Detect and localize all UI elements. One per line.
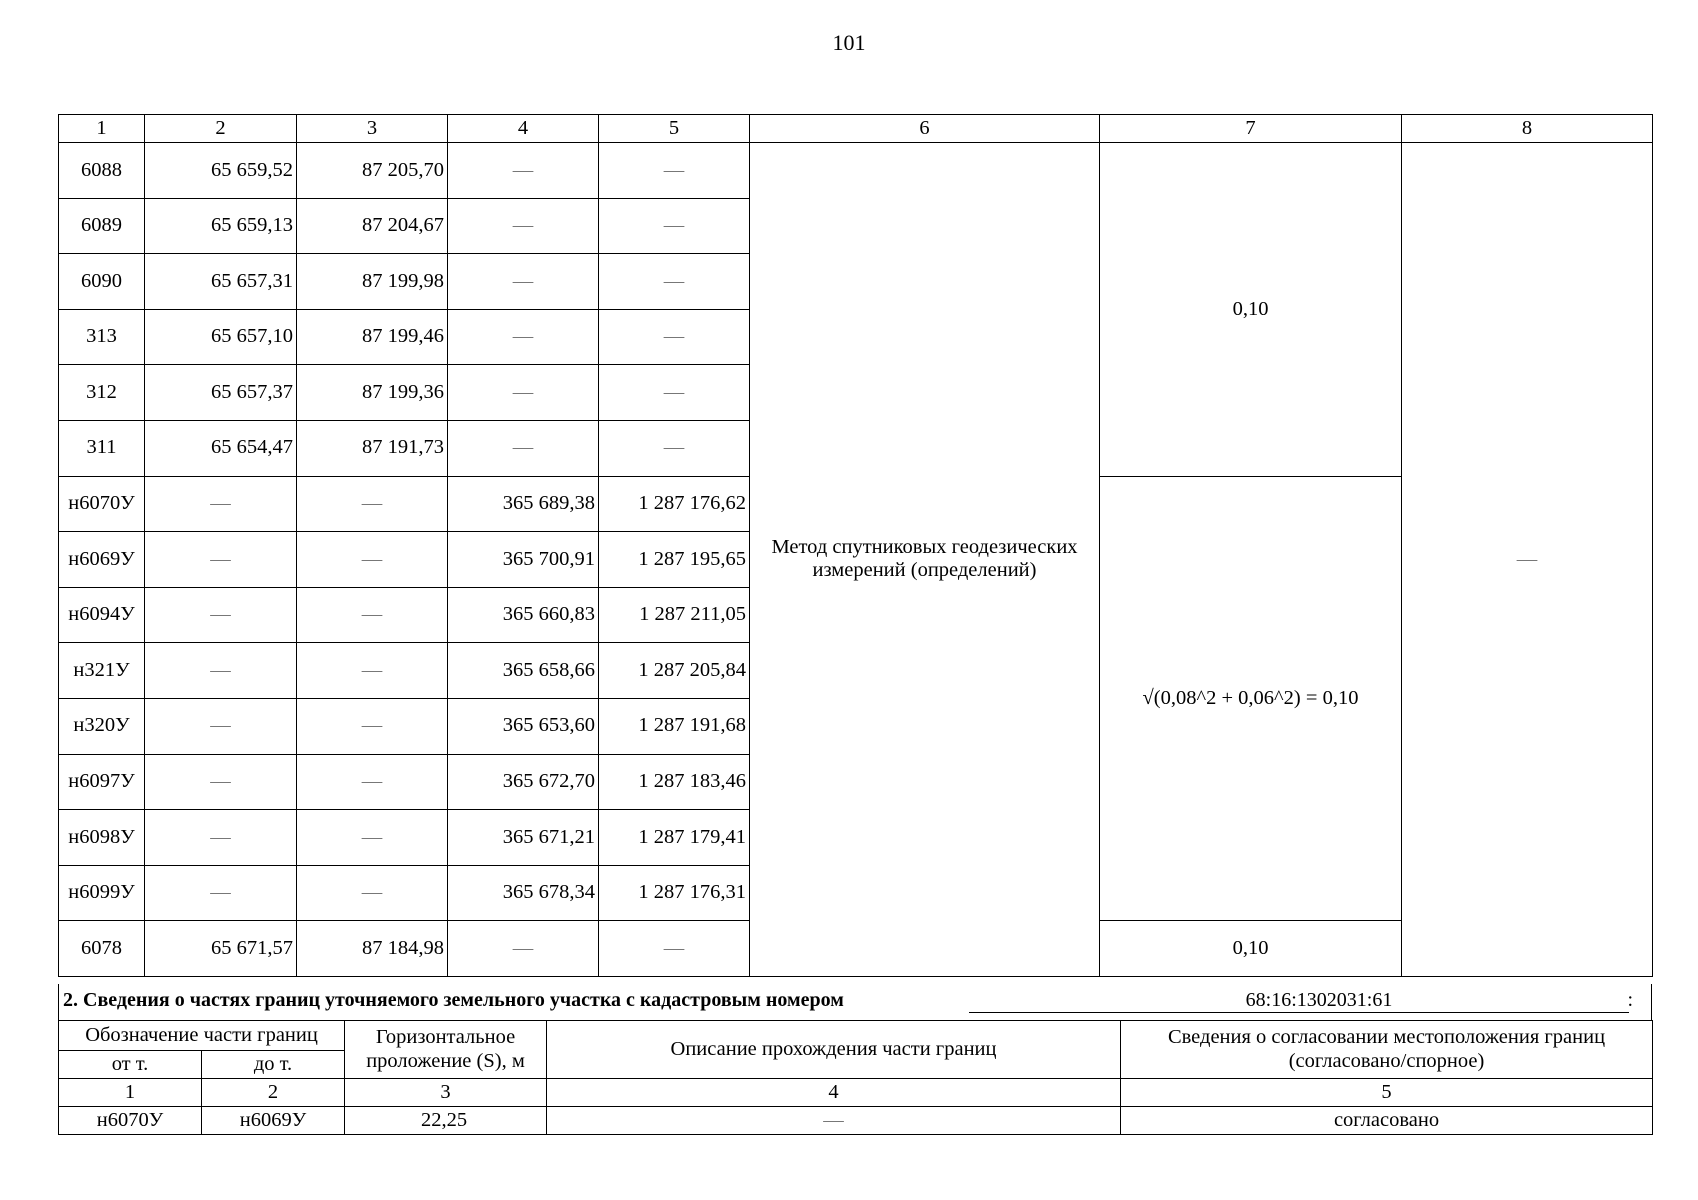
coord-y-new: 1 287 176,31 xyxy=(599,865,750,921)
col-number-4: 4 xyxy=(448,115,599,143)
section2-title: 2. Сведения о частях границ уточняемого земельного участка с кадастровым номером xyxy=(63,989,844,1011)
coord-x-new: 365 658,66 xyxy=(448,643,599,699)
coord-y: 87 204,67 xyxy=(297,198,448,254)
coord-x: — xyxy=(145,476,297,532)
coord-x: 65 659,52 xyxy=(145,143,297,199)
coord-x: — xyxy=(145,810,297,866)
part-to-point: н6069У xyxy=(202,1107,345,1135)
table-row xyxy=(59,143,1653,199)
parts-header-row xyxy=(59,1021,1653,1051)
part-agreement: согласовано xyxy=(1121,1107,1653,1135)
coord-x-new: — xyxy=(448,309,599,365)
coord-y: 87 184,98 xyxy=(297,921,448,977)
coord-x: 65 657,10 xyxy=(145,309,297,365)
section2-colon: : xyxy=(1627,989,1633,1011)
cadastral-number-underline xyxy=(969,1012,1629,1013)
parts-column-number-row xyxy=(59,1079,1653,1107)
coord-y: — xyxy=(297,754,448,810)
cadastral-number: 68:16:1302031:61 xyxy=(1245,989,1393,1011)
col-number-8: 8 xyxy=(1402,115,1653,143)
coord-y-new: 1 287 176,62 xyxy=(599,476,750,532)
accuracy-top: 0,10 xyxy=(1100,143,1402,477)
coord-y: — xyxy=(297,476,448,532)
coord-x: — xyxy=(145,754,297,810)
point-name: н6094У xyxy=(59,587,145,643)
coord-y: — xyxy=(297,532,448,588)
part-from-point: н6070У xyxy=(59,1107,202,1135)
col-number-2: 2 xyxy=(202,1079,345,1107)
coord-x-new: — xyxy=(448,420,599,476)
header-agreement: Сведения о согласовании местоположения границ (согласовано/спорное) xyxy=(1121,1021,1653,1079)
point-name: 6088 xyxy=(59,143,145,199)
coord-x-new: — xyxy=(448,254,599,310)
coord-y-new: 1 287 183,46 xyxy=(599,754,750,810)
col-number-3: 3 xyxy=(345,1079,547,1107)
col8-value: — xyxy=(1402,143,1653,977)
table-row xyxy=(59,1107,1653,1135)
coord-x: 65 657,37 xyxy=(145,365,297,421)
coord-y-new: 1 287 195,65 xyxy=(599,532,750,588)
coord-x-new: 365 653,60 xyxy=(448,698,599,754)
coord-y: 87 199,98 xyxy=(297,254,448,310)
coord-y-new: 1 287 179,41 xyxy=(599,810,750,866)
coord-x-new: — xyxy=(448,198,599,254)
boundary-parts-table xyxy=(58,1020,1653,1135)
coord-y: — xyxy=(297,643,448,699)
header-horizontal-length: Горизонтальное проложение (S), м xyxy=(345,1021,547,1079)
coord-x-new: 365 660,83 xyxy=(448,587,599,643)
coord-y-new: — xyxy=(599,365,750,421)
coord-y-new: — xyxy=(599,198,750,254)
point-name: н6098У xyxy=(59,810,145,866)
part-description: — xyxy=(547,1107,1121,1135)
coord-x: — xyxy=(145,643,297,699)
page-number: 101 xyxy=(832,30,866,55)
method-cell: Метод спутниковых геодезических измерений (определений) xyxy=(750,143,1100,977)
point-name: 312 xyxy=(59,365,145,421)
coord-y: — xyxy=(297,698,448,754)
header-part-designation: Обозначение части границ xyxy=(59,1021,345,1051)
col-number-4: 4 xyxy=(547,1079,1121,1107)
coord-x-new: — xyxy=(448,921,599,977)
coord-x-new: 365 672,70 xyxy=(448,754,599,810)
section2-header xyxy=(58,984,1652,1020)
point-name: н6097У xyxy=(59,754,145,810)
coord-y: — xyxy=(297,865,448,921)
point-name: н320У xyxy=(59,698,145,754)
point-name: 311 xyxy=(59,420,145,476)
coord-x: 65 671,57 xyxy=(145,921,297,977)
coord-x: — xyxy=(145,532,297,588)
point-name: 6089 xyxy=(59,198,145,254)
coord-x-new: 365 671,21 xyxy=(448,810,599,866)
col-number-6: 6 xyxy=(750,115,1100,143)
column-number-row xyxy=(59,115,1653,143)
point-name: н321У xyxy=(59,643,145,699)
coord-y-new: 1 287 205,84 xyxy=(599,643,750,699)
coord-y: — xyxy=(297,587,448,643)
accuracy-bottom: 0,10 xyxy=(1100,921,1402,977)
coord-y: 87 191,73 xyxy=(297,420,448,476)
coordinates-table xyxy=(58,114,1653,977)
coord-y: 87 199,36 xyxy=(297,365,448,421)
col-number-5: 5 xyxy=(1121,1079,1653,1107)
col-number-1: 1 xyxy=(59,1079,202,1107)
point-name: 313 xyxy=(59,309,145,365)
coord-y-new: 1 287 191,68 xyxy=(599,698,750,754)
col-number-2: 2 xyxy=(145,115,297,143)
coord-x: 65 659,13 xyxy=(145,198,297,254)
coord-y-new: 1 287 211,05 xyxy=(599,587,750,643)
header-from: от т. xyxy=(59,1051,202,1079)
coord-x: 65 657,31 xyxy=(145,254,297,310)
coord-y-new: — xyxy=(599,143,750,199)
coord-x-new: 365 678,34 xyxy=(448,865,599,921)
col-number-5: 5 xyxy=(599,115,750,143)
coord-y-new: — xyxy=(599,309,750,365)
coord-x-new: 365 689,38 xyxy=(448,476,599,532)
part-length: 22,25 xyxy=(345,1107,547,1135)
coord-x-new: — xyxy=(448,143,599,199)
coord-x: 65 654,47 xyxy=(145,420,297,476)
col-number-1: 1 xyxy=(59,115,145,143)
header-description: Описание прохождения части границ xyxy=(547,1021,1121,1079)
coord-x: — xyxy=(145,865,297,921)
point-name: 6078 xyxy=(59,921,145,977)
col-number-3: 3 xyxy=(297,115,448,143)
point-name: н6070У xyxy=(59,476,145,532)
coord-y-new: — xyxy=(599,420,750,476)
coord-y: 87 205,70 xyxy=(297,143,448,199)
point-name: н6069У xyxy=(59,532,145,588)
coord-x: — xyxy=(145,698,297,754)
coord-y: 87 199,46 xyxy=(297,309,448,365)
header-to: до т. xyxy=(202,1051,345,1079)
col-number-7: 7 xyxy=(1100,115,1402,143)
accuracy-middle: √(0,08^2 + 0,06^2) = 0,10 xyxy=(1100,476,1402,921)
point-name: 6090 xyxy=(59,254,145,310)
coord-y-new: — xyxy=(599,921,750,977)
coord-y: — xyxy=(297,810,448,866)
point-name: н6099У xyxy=(59,865,145,921)
coord-x-new: — xyxy=(448,365,599,421)
coord-x: — xyxy=(145,587,297,643)
coord-x-new: 365 700,91 xyxy=(448,532,599,588)
coord-y-new: — xyxy=(599,254,750,310)
